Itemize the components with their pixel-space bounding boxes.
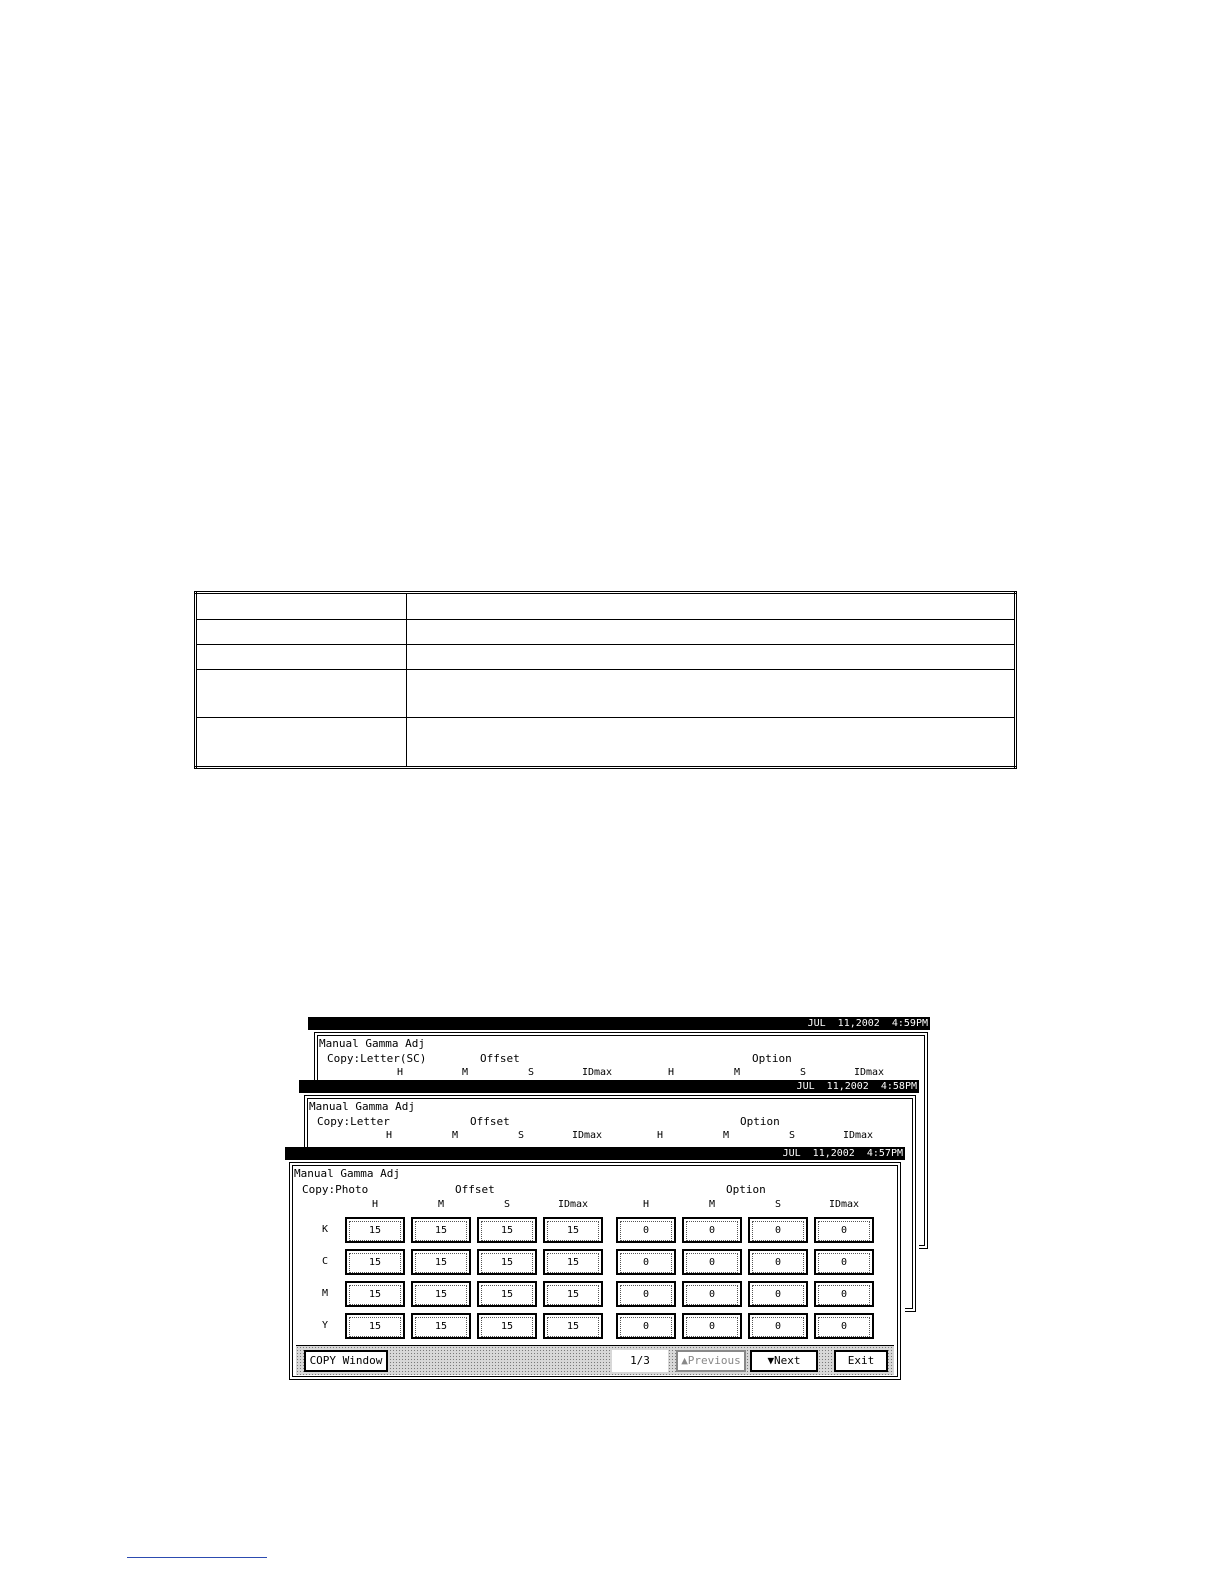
value-button[interactable]: 15	[411, 1217, 471, 1243]
screen-title: Manual Gamma Adj	[319, 1037, 425, 1050]
column-header: S	[527, 1067, 535, 1078]
value-button[interactable]: 15	[345, 1281, 405, 1307]
previous-button[interactable]: ▲Previous	[676, 1350, 746, 1372]
column-header: H	[385, 1130, 393, 1141]
column-header-h: H	[371, 1199, 379, 1210]
offset-header: Offset	[455, 1183, 495, 1196]
value-button[interactable]: 15	[477, 1281, 537, 1307]
column-header-m: M	[708, 1199, 716, 1210]
column-header: M	[722, 1130, 730, 1141]
column-header: M	[451, 1130, 459, 1141]
value-button[interactable]: 0	[814, 1217, 874, 1243]
offset-header: Offset	[480, 1052, 520, 1065]
table-cell	[196, 670, 407, 718]
value-button[interactable]: 0	[616, 1281, 676, 1307]
datetime-bar: JUL 11,2002 4:57PM	[285, 1147, 905, 1160]
row-label-k: K	[321, 1224, 329, 1235]
table-cell	[407, 670, 1016, 718]
table-cell	[196, 645, 407, 670]
column-header: H	[396, 1067, 404, 1078]
panel-photo	[285, 1147, 905, 1382]
table-cell	[407, 645, 1016, 670]
column-header: M	[733, 1067, 741, 1078]
row-label-m: M	[321, 1288, 329, 1299]
table-cell	[196, 718, 407, 768]
row-label-y: Y	[321, 1320, 329, 1331]
document-table	[194, 591, 1017, 769]
footer-rule	[127, 1557, 267, 1558]
table-cell	[196, 593, 407, 620]
option-header: Option	[752, 1052, 792, 1065]
mode-label: Copy:Letter	[317, 1115, 390, 1128]
screen-title: Manual Gamma Adj	[294, 1167, 400, 1180]
column-header-m: M	[437, 1199, 445, 1210]
column-header: S	[517, 1130, 525, 1141]
table-cell	[407, 593, 1016, 620]
value-button[interactable]: 0	[748, 1249, 808, 1275]
value-button[interactable]: 0	[814, 1313, 874, 1339]
footer-bar	[296, 1345, 894, 1375]
value-button[interactable]: 15	[345, 1249, 405, 1275]
copy-window-button[interactable]: COPY Window	[304, 1350, 388, 1372]
option-header: Option	[740, 1115, 780, 1128]
column-header: S	[799, 1067, 807, 1078]
value-button[interactable]: 0	[748, 1281, 808, 1307]
value-button[interactable]: 0	[814, 1281, 874, 1307]
page-indicator: 1/3	[612, 1350, 668, 1372]
offset-header: Offset	[470, 1115, 510, 1128]
table-cell	[407, 620, 1016, 645]
column-header: IDmax	[581, 1067, 613, 1078]
column-header: S	[788, 1130, 796, 1141]
value-button[interactable]: 0	[682, 1249, 742, 1275]
column-header: H	[656, 1130, 664, 1141]
value-button[interactable]: 0	[616, 1249, 676, 1275]
value-button[interactable]: 15	[543, 1281, 603, 1307]
value-button[interactable]: 0	[682, 1313, 742, 1339]
value-button[interactable]: 0	[814, 1249, 874, 1275]
value-button[interactable]: 0	[748, 1313, 808, 1339]
column-header-s: S	[774, 1199, 782, 1210]
value-button[interactable]: 15	[345, 1217, 405, 1243]
value-button[interactable]: 15	[543, 1249, 603, 1275]
table-cell	[407, 718, 1016, 768]
column-header: M	[461, 1067, 469, 1078]
value-button[interactable]: 0	[682, 1281, 742, 1307]
row-label-c: C	[321, 1256, 329, 1267]
value-button[interactable]: 0	[616, 1217, 676, 1243]
next-button[interactable]: ▼Next	[750, 1350, 818, 1372]
column-header: IDmax	[571, 1130, 603, 1141]
value-button[interactable]: 15	[411, 1249, 471, 1275]
value-button[interactable]: 15	[477, 1313, 537, 1339]
option-header: Option	[726, 1183, 766, 1196]
value-button[interactable]: 15	[543, 1217, 603, 1243]
value-button[interactable]: 15	[477, 1249, 537, 1275]
value-button[interactable]: 15	[411, 1281, 471, 1307]
column-header-idmax: IDmax	[557, 1199, 589, 1210]
column-header-h: H	[642, 1199, 650, 1210]
value-button[interactable]: 0	[748, 1217, 808, 1243]
column-header-idmax: IDmax	[828, 1199, 860, 1210]
column-header: IDmax	[853, 1067, 885, 1078]
column-header: IDmax	[842, 1130, 874, 1141]
table-cell	[196, 620, 407, 645]
column-header: H	[667, 1067, 675, 1078]
mode-label: Copy:Letter(SC)	[327, 1052, 427, 1065]
value-button[interactable]: 15	[345, 1313, 405, 1339]
datetime-bar: JUL 11,2002 4:58PM	[299, 1080, 919, 1093]
datetime-bar: JUL 11,2002 4:59PM	[308, 1017, 930, 1030]
mode-label: Copy:Photo	[302, 1183, 369, 1196]
value-button[interactable]: 0	[616, 1313, 676, 1339]
column-header-s: S	[503, 1199, 511, 1210]
screen-title: Manual Gamma Adj	[309, 1100, 415, 1113]
value-button[interactable]: 15	[477, 1217, 537, 1243]
value-button[interactable]: 0	[682, 1217, 742, 1243]
value-button[interactable]: 15	[411, 1313, 471, 1339]
value-button[interactable]: 15	[543, 1313, 603, 1339]
panel-frame	[289, 1162, 901, 1380]
exit-button[interactable]: Exit	[834, 1350, 888, 1372]
